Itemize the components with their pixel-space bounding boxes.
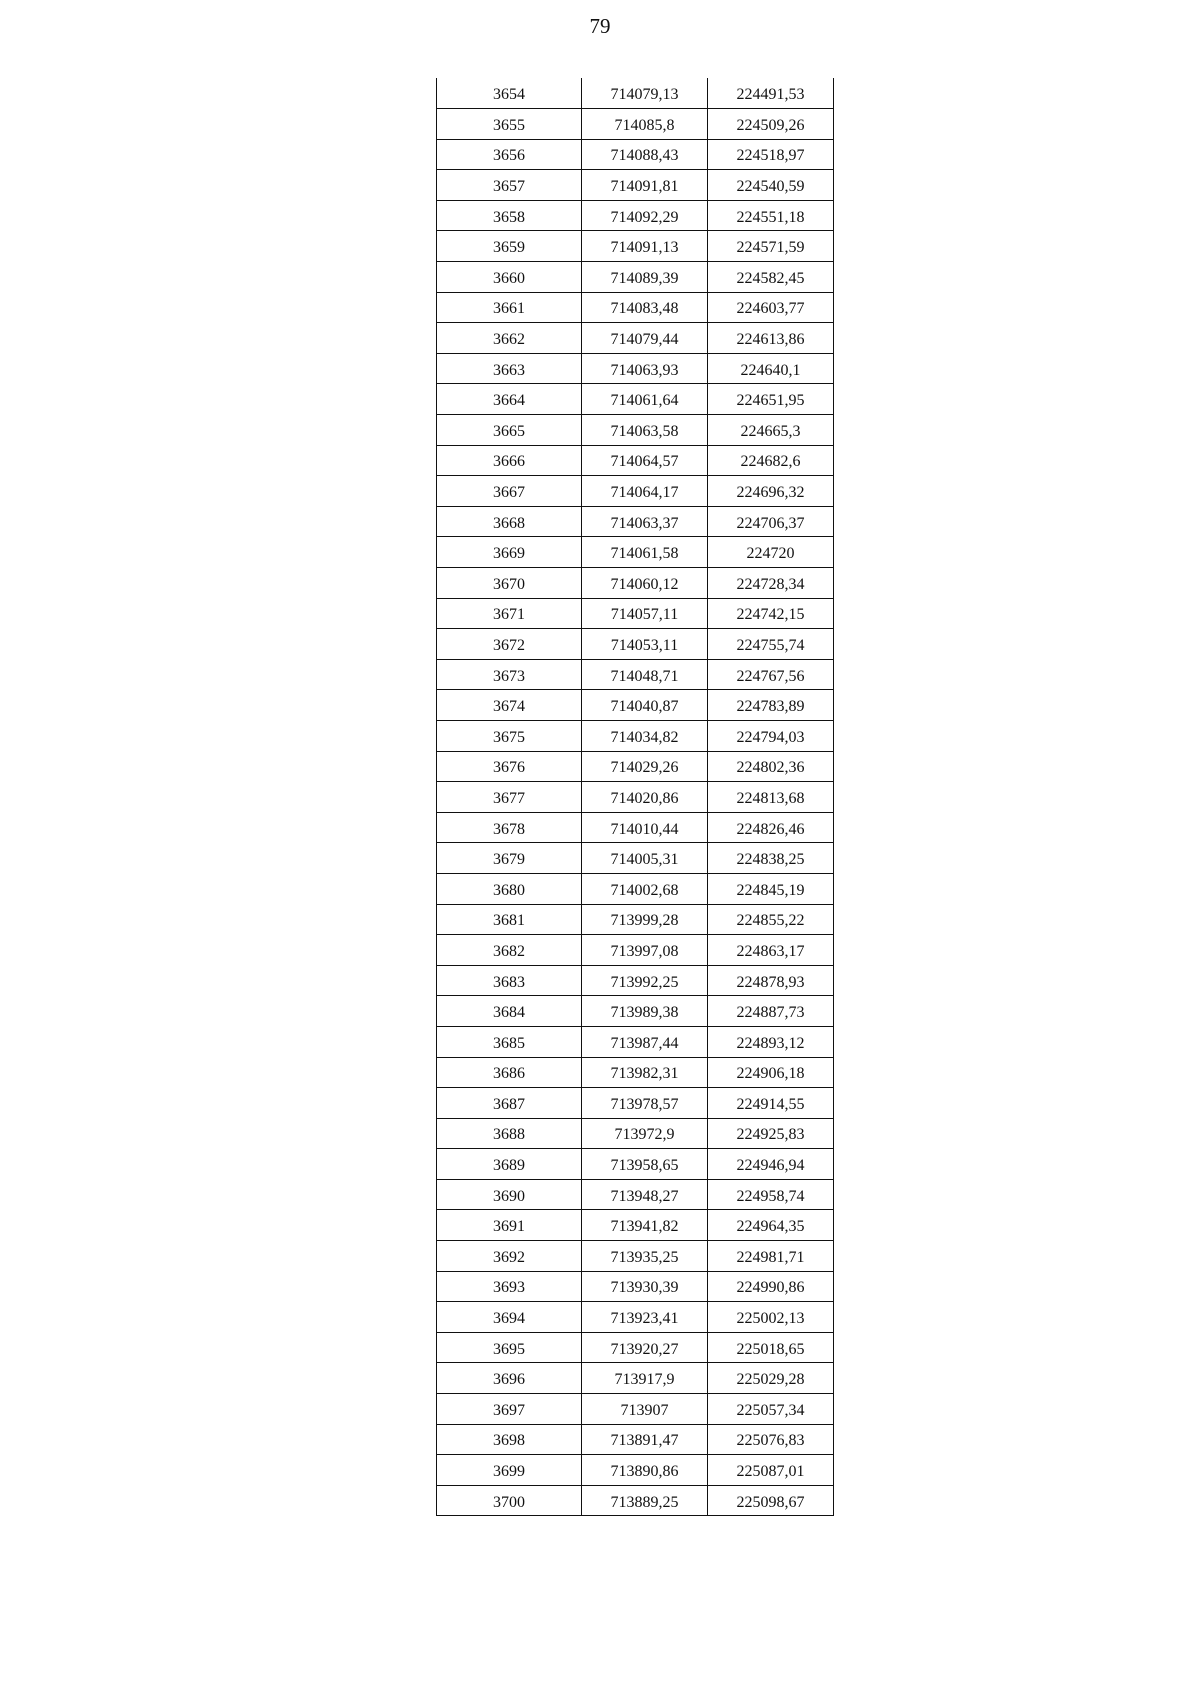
- y-coordinate-cell: 224518,97: [708, 139, 834, 170]
- x-coordinate-cell: 713958,65: [582, 1149, 708, 1180]
- point-number-cell: 3657: [437, 170, 582, 201]
- table-row: [437, 1057, 834, 1088]
- x-coordinate-cell: 713935,25: [582, 1241, 708, 1272]
- table-row: [437, 904, 834, 935]
- x-coordinate-cell: 713948,27: [582, 1179, 708, 1210]
- x-coordinate-cell: 714061,58: [582, 537, 708, 568]
- table-row: [437, 935, 834, 966]
- x-coordinate-cell: 714088,43: [582, 139, 708, 170]
- table-row: [437, 1026, 834, 1057]
- table-row: [437, 353, 834, 384]
- x-coordinate-cell: 714034,82: [582, 720, 708, 751]
- y-coordinate-cell: 224571,59: [708, 231, 834, 262]
- x-coordinate-cell: 713987,44: [582, 1026, 708, 1057]
- point-number-cell: 3660: [437, 262, 582, 293]
- table-row: [437, 170, 834, 201]
- point-number-cell: 3654: [437, 78, 582, 109]
- table-row: [437, 751, 834, 782]
- y-coordinate-cell: 224551,18: [708, 200, 834, 231]
- point-number-cell: 3686: [437, 1057, 582, 1088]
- y-coordinate-cell: 224767,56: [708, 659, 834, 690]
- y-coordinate-cell: 224706,37: [708, 506, 834, 537]
- point-number-cell: 3666: [437, 445, 582, 476]
- y-coordinate-cell: 224742,15: [708, 598, 834, 629]
- point-number-cell: 3698: [437, 1424, 582, 1455]
- y-coordinate-cell: 224640,1: [708, 353, 834, 384]
- point-number-cell: 3668: [437, 506, 582, 537]
- y-coordinate-cell: 224855,22: [708, 904, 834, 935]
- x-coordinate-cell: 714091,13: [582, 231, 708, 262]
- x-coordinate-cell: 713972,9: [582, 1118, 708, 1149]
- y-coordinate-cell: 224720: [708, 537, 834, 568]
- x-coordinate-cell: 714048,71: [582, 659, 708, 690]
- table-row: [437, 1363, 834, 1394]
- x-coordinate-cell: 713923,41: [582, 1302, 708, 1333]
- y-coordinate-cell: 224946,94: [708, 1149, 834, 1180]
- x-coordinate-cell: 713917,9: [582, 1363, 708, 1394]
- x-coordinate-cell: 714020,86: [582, 782, 708, 813]
- x-coordinate-cell: 714063,37: [582, 506, 708, 537]
- x-coordinate-cell: 713997,08: [582, 935, 708, 966]
- table-row: [437, 323, 834, 354]
- y-coordinate-cell: 224755,74: [708, 629, 834, 660]
- x-coordinate-cell: 713930,39: [582, 1271, 708, 1302]
- point-number-cell: 3676: [437, 751, 582, 782]
- point-number-cell: 3677: [437, 782, 582, 813]
- y-coordinate-cell: 224696,32: [708, 476, 834, 507]
- table-row: [437, 415, 834, 446]
- x-coordinate-cell: 713890,86: [582, 1455, 708, 1486]
- x-coordinate-cell: 714064,17: [582, 476, 708, 507]
- point-number-cell: 3684: [437, 996, 582, 1027]
- y-coordinate-cell: 224914,55: [708, 1088, 834, 1119]
- table-row: [437, 1118, 834, 1149]
- x-coordinate-cell: 714085,8: [582, 109, 708, 140]
- x-coordinate-cell: 714053,11: [582, 629, 708, 660]
- x-coordinate-cell: 714057,11: [582, 598, 708, 629]
- y-coordinate-cell: 225076,83: [708, 1424, 834, 1455]
- coordinates-table-body: [437, 78, 834, 1516]
- y-coordinate-cell: 224651,95: [708, 384, 834, 415]
- point-number-cell: 3669: [437, 537, 582, 568]
- y-coordinate-cell: 224981,71: [708, 1241, 834, 1272]
- table-row: [437, 384, 834, 415]
- point-number-cell: 3663: [437, 353, 582, 384]
- x-coordinate-cell: 713907: [582, 1394, 708, 1425]
- x-coordinate-cell: 713999,28: [582, 904, 708, 935]
- point-number-cell: 3696: [437, 1363, 582, 1394]
- table-row: [437, 292, 834, 323]
- x-coordinate-cell: 714061,64: [582, 384, 708, 415]
- x-coordinate-cell: 713978,57: [582, 1088, 708, 1119]
- y-coordinate-cell: 224794,03: [708, 720, 834, 751]
- y-coordinate-cell: 224838,25: [708, 843, 834, 874]
- x-coordinate-cell: 713889,25: [582, 1485, 708, 1516]
- point-number-cell: 3675: [437, 720, 582, 751]
- point-number-cell: 3655: [437, 109, 582, 140]
- page-number: 79: [589, 14, 611, 38]
- table-row: [437, 1271, 834, 1302]
- y-coordinate-cell: 224728,34: [708, 568, 834, 599]
- point-number-cell: 3687: [437, 1088, 582, 1119]
- y-coordinate-cell: 224845,19: [708, 873, 834, 904]
- y-coordinate-cell: 225087,01: [708, 1455, 834, 1486]
- table-row: [437, 1332, 834, 1363]
- table-row: [437, 873, 834, 904]
- point-number-cell: 3678: [437, 812, 582, 843]
- table-row: [437, 1424, 834, 1455]
- y-coordinate-cell: 224491,53: [708, 78, 834, 109]
- table-row: [437, 445, 834, 476]
- y-coordinate-cell: 224990,86: [708, 1271, 834, 1302]
- table-row: [437, 690, 834, 721]
- point-number-cell: 3664: [437, 384, 582, 415]
- y-coordinate-cell: 224682,6: [708, 445, 834, 476]
- y-coordinate-cell: 224802,36: [708, 751, 834, 782]
- table-row: [437, 231, 834, 262]
- y-coordinate-cell: 224813,68: [708, 782, 834, 813]
- coordinates-table: [436, 78, 834, 1516]
- point-number-cell: 3689: [437, 1149, 582, 1180]
- x-coordinate-cell: 714060,12: [582, 568, 708, 599]
- point-number-cell: 3656: [437, 139, 582, 170]
- point-number-cell: 3683: [437, 965, 582, 996]
- point-number-cell: 3694: [437, 1302, 582, 1333]
- point-number-cell: 3661: [437, 292, 582, 323]
- table-row: [437, 1394, 834, 1425]
- y-coordinate-cell: 224906,18: [708, 1057, 834, 1088]
- point-number-cell: 3700: [437, 1485, 582, 1516]
- x-coordinate-cell: 714089,39: [582, 262, 708, 293]
- point-number-cell: 3671: [437, 598, 582, 629]
- point-number-cell: 3681: [437, 904, 582, 935]
- point-number-cell: 3693: [437, 1271, 582, 1302]
- table-row: [437, 537, 834, 568]
- table-row: [437, 262, 834, 293]
- x-coordinate-cell: 714010,44: [582, 812, 708, 843]
- table-row: [437, 1241, 834, 1272]
- y-coordinate-cell: 224613,86: [708, 323, 834, 354]
- table-row: [437, 1302, 834, 1333]
- x-coordinate-cell: 714063,93: [582, 353, 708, 384]
- table-row: [437, 78, 834, 109]
- y-coordinate-cell: 224958,74: [708, 1179, 834, 1210]
- point-number-cell: 3691: [437, 1210, 582, 1241]
- point-number-cell: 3670: [437, 568, 582, 599]
- table-row: [437, 782, 834, 813]
- x-coordinate-cell: 713920,27: [582, 1332, 708, 1363]
- point-number-cell: 3662: [437, 323, 582, 354]
- table-row: [437, 965, 834, 996]
- x-coordinate-cell: 713989,38: [582, 996, 708, 1027]
- y-coordinate-cell: 225029,28: [708, 1363, 834, 1394]
- point-number-cell: 3688: [437, 1118, 582, 1149]
- table-row: [437, 996, 834, 1027]
- y-coordinate-cell: 224964,35: [708, 1210, 834, 1241]
- table-row: [437, 109, 834, 140]
- point-number-cell: 3699: [437, 1455, 582, 1486]
- table-row: [437, 720, 834, 751]
- table-row: [437, 598, 834, 629]
- x-coordinate-cell: 714063,58: [582, 415, 708, 446]
- point-number-cell: 3680: [437, 873, 582, 904]
- x-coordinate-cell: 713992,25: [582, 965, 708, 996]
- y-coordinate-cell: 224582,45: [708, 262, 834, 293]
- x-coordinate-cell: 713941,82: [582, 1210, 708, 1241]
- point-number-cell: 3658: [437, 200, 582, 231]
- table-row: [437, 1210, 834, 1241]
- point-number-cell: 3665: [437, 415, 582, 446]
- y-coordinate-cell: 224893,12: [708, 1026, 834, 1057]
- y-coordinate-cell: 224878,93: [708, 965, 834, 996]
- y-coordinate-cell: 224603,77: [708, 292, 834, 323]
- y-coordinate-cell: 225018,65: [708, 1332, 834, 1363]
- point-number-cell: 3679: [437, 843, 582, 874]
- y-coordinate-cell: 224665,3: [708, 415, 834, 446]
- y-coordinate-cell: 224925,83: [708, 1118, 834, 1149]
- table-row: [437, 1485, 834, 1516]
- table-row: [437, 476, 834, 507]
- point-number-cell: 3667: [437, 476, 582, 507]
- table-row: [437, 1149, 834, 1180]
- x-coordinate-cell: 714029,26: [582, 751, 708, 782]
- point-number-cell: 3697: [437, 1394, 582, 1425]
- table-row: [437, 568, 834, 599]
- point-number-cell: 3692: [437, 1241, 582, 1272]
- table-row: [437, 812, 834, 843]
- y-coordinate-cell: 225057,34: [708, 1394, 834, 1425]
- table-row: [437, 506, 834, 537]
- x-coordinate-cell: 714040,87: [582, 690, 708, 721]
- point-number-cell: 3674: [437, 690, 582, 721]
- table-row: [437, 1088, 834, 1119]
- y-coordinate-cell: 225002,13: [708, 1302, 834, 1333]
- table-row: [437, 629, 834, 660]
- x-coordinate-cell: 714064,57: [582, 445, 708, 476]
- table-row: [437, 200, 834, 231]
- point-number-cell: 3672: [437, 629, 582, 660]
- x-coordinate-cell: 714002,68: [582, 873, 708, 904]
- y-coordinate-cell: 224509,26: [708, 109, 834, 140]
- y-coordinate-cell: 224540,59: [708, 170, 834, 201]
- point-number-cell: 3659: [437, 231, 582, 262]
- table-row: [437, 1179, 834, 1210]
- point-number-cell: 3673: [437, 659, 582, 690]
- table-row: [437, 1455, 834, 1486]
- point-number-cell: 3695: [437, 1332, 582, 1363]
- y-coordinate-cell: 224783,89: [708, 690, 834, 721]
- point-number-cell: 3685: [437, 1026, 582, 1057]
- x-coordinate-cell: 714079,13: [582, 78, 708, 109]
- y-coordinate-cell: 225098,67: [708, 1485, 834, 1516]
- y-coordinate-cell: 224887,73: [708, 996, 834, 1027]
- x-coordinate-cell: 714083,48: [582, 292, 708, 323]
- y-coordinate-cell: 224826,46: [708, 812, 834, 843]
- table-row: [437, 139, 834, 170]
- point-number-cell: 3682: [437, 935, 582, 966]
- x-coordinate-cell: 714005,31: [582, 843, 708, 874]
- point-number-cell: 3690: [437, 1179, 582, 1210]
- table-row: [437, 843, 834, 874]
- x-coordinate-cell: 714079,44: [582, 323, 708, 354]
- y-coordinate-cell: 224863,17: [708, 935, 834, 966]
- x-coordinate-cell: 714091,81: [582, 170, 708, 201]
- table-row: [437, 659, 834, 690]
- x-coordinate-cell: 713891,47: [582, 1424, 708, 1455]
- x-coordinate-cell: 713982,31: [582, 1057, 708, 1088]
- x-coordinate-cell: 714092,29: [582, 200, 708, 231]
